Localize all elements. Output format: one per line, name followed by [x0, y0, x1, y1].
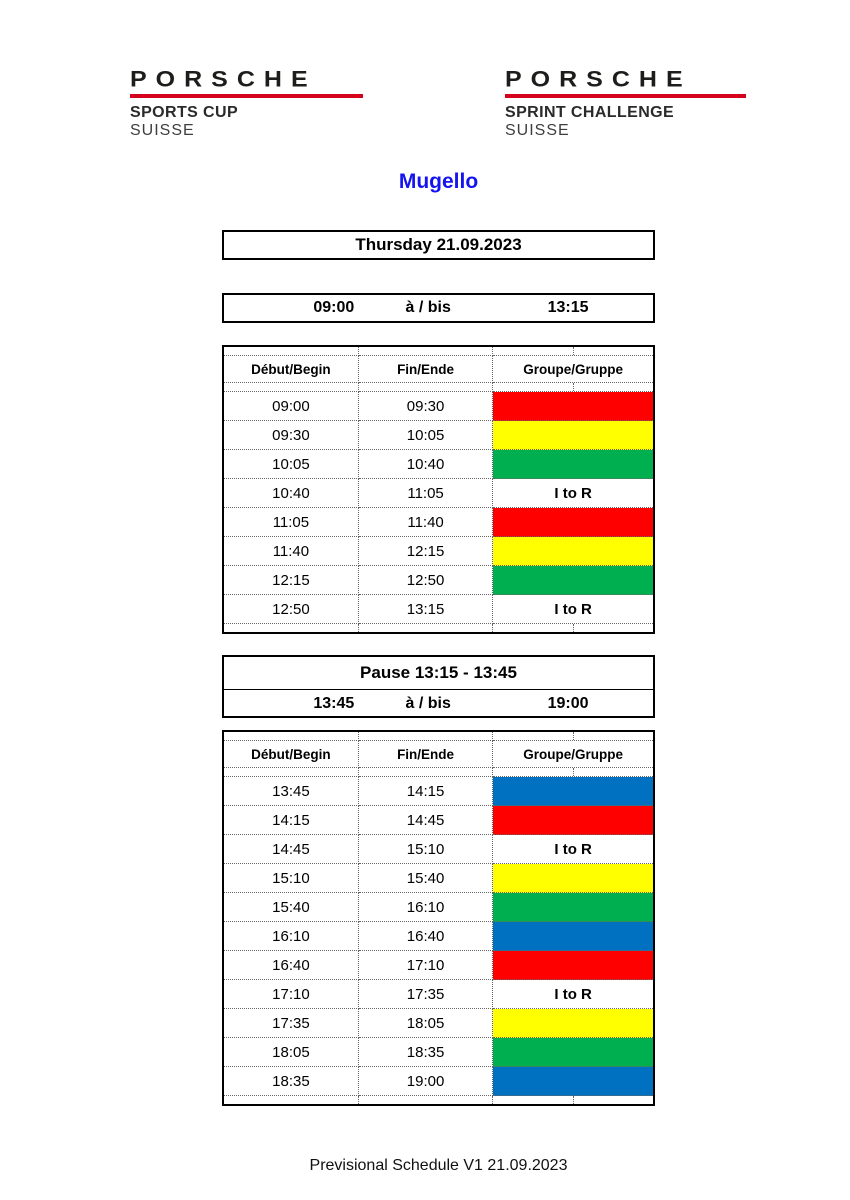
begin-cell: 12:15 — [223, 566, 358, 595]
begin-cell: 15:40 — [223, 893, 358, 922]
group-cell-color-bar — [493, 806, 654, 835]
spacer-cell — [358, 383, 492, 392]
end-cell: 10:40 — [358, 450, 492, 479]
spacer-row — [223, 1096, 654, 1106]
spacer-cell — [223, 383, 358, 392]
group-cell-color-bar — [493, 508, 654, 537]
group-cell-color-bar — [493, 450, 654, 479]
end-cell: 18:35 — [358, 1038, 492, 1067]
schedule-row — [223, 450, 654, 479]
spacer-cell — [493, 768, 654, 777]
session1-separator: à / bis — [405, 299, 451, 316]
begin-cell: 14:45 — [223, 835, 358, 864]
session2-table — [222, 730, 655, 1106]
session1-time-range-box — [222, 293, 655, 323]
spacer-row — [223, 768, 654, 777]
spacer-cell — [358, 1096, 492, 1106]
end-cell: 13:15 — [358, 595, 492, 624]
session2-start-time: 13:45 — [313, 695, 355, 712]
end-cell: 17:10 — [358, 951, 492, 980]
group-cell-color-bar — [493, 893, 654, 922]
begin-cell: 09:00 — [223, 392, 358, 421]
logo-series-label: SPORTS CUP — [130, 104, 239, 121]
spacer-row — [223, 624, 654, 634]
begin-cell: 17:10 — [223, 980, 358, 1009]
col-header-begin: Début/Begin — [223, 741, 358, 768]
spacer-cell — [223, 731, 358, 741]
end-cell: 14:15 — [358, 777, 492, 806]
spacer-cell — [493, 1096, 654, 1106]
begin-cell: 13:45 — [223, 777, 358, 806]
col-header-group: Groupe/Gruppe — [493, 356, 654, 383]
group-cell-color-bar — [493, 421, 654, 450]
spacer-cell — [493, 346, 654, 356]
end-cell: 16:40 — [358, 922, 492, 951]
group-cell-color-bar — [493, 777, 654, 806]
porsche-wordmark: PORSCHE — [130, 67, 317, 92]
schedule-row — [223, 922, 654, 951]
schedule-row — [223, 595, 654, 624]
spacer-cell — [358, 768, 492, 777]
schedule-row — [223, 1067, 654, 1096]
spacer-cell — [223, 346, 358, 356]
group-cell-color-bar — [493, 1038, 654, 1067]
header-row — [223, 356, 654, 383]
logo-red-underline — [505, 94, 746, 98]
spacer-row — [223, 346, 654, 356]
porsche-sprint-challenge-logo — [505, 67, 746, 139]
session2-end-time: 19:00 — [547, 695, 589, 712]
session1-table — [222, 345, 655, 634]
group-cell-color-bar — [493, 922, 654, 951]
begin-cell: 14:15 — [223, 806, 358, 835]
page-title: Mugello — [398, 170, 479, 193]
group-cell-color-bar — [493, 864, 654, 893]
end-cell: 11:05 — [358, 479, 492, 508]
spacer-cell — [358, 346, 492, 356]
begin-cell: 09:30 — [223, 421, 358, 450]
schedule-row — [223, 777, 654, 806]
porsche-wordmark: PORSCHE — [505, 67, 692, 92]
group-cell-color-bar — [493, 1009, 654, 1038]
spacer-row — [223, 383, 654, 392]
session1-end-time: 13:15 — [547, 299, 589, 316]
begin-cell: 18:35 — [223, 1067, 358, 1096]
spacer-cell — [223, 1096, 358, 1106]
end-cell: 16:10 — [358, 893, 492, 922]
schedule-row — [223, 835, 654, 864]
spacer-row — [223, 731, 654, 741]
begin-cell: 16:10 — [223, 922, 358, 951]
schedule-row — [223, 392, 654, 421]
end-cell: 10:05 — [358, 421, 492, 450]
begin-cell: 12:50 — [223, 595, 358, 624]
schedule-row — [223, 1009, 654, 1038]
begin-cell: 10:05 — [223, 450, 358, 479]
end-cell: 18:05 — [358, 1009, 492, 1038]
logo-region-label: SUISSE — [130, 122, 195, 139]
schedule-row — [223, 864, 654, 893]
group-cell-color-bar — [493, 392, 654, 421]
page-footer: Previsional Schedule V1 21.09.2023 — [309, 1157, 568, 1174]
end-cell: 12:15 — [358, 537, 492, 566]
end-cell: 11:40 — [358, 508, 492, 537]
spacer-cell — [223, 624, 358, 634]
group-cell-color-bar — [493, 951, 654, 980]
session2-time-range — [224, 690, 653, 717]
spacer-cell — [493, 383, 654, 392]
spacer-cell — [358, 731, 492, 741]
schedule-row — [223, 980, 654, 1009]
col-header-end: Fin/Ende — [358, 356, 492, 383]
begin-cell: 10:40 — [223, 479, 358, 508]
col-header-end: Fin/Ende — [358, 741, 492, 768]
group-cell-color-bar — [493, 1067, 654, 1096]
logo-series-label: SPRINT CHALLENGE — [505, 104, 675, 121]
pause-box — [222, 655, 655, 718]
group-cell-label: I to R — [493, 980, 654, 1009]
begin-cell: 11:40 — [223, 537, 358, 566]
group-cell-label: I to R — [493, 835, 654, 864]
spacer-cell — [493, 731, 654, 741]
col-header-begin: Début/Begin — [223, 356, 358, 383]
schedule-row — [223, 951, 654, 980]
schedule-row — [223, 479, 654, 508]
schedule-row — [223, 1038, 654, 1067]
group-cell-label: I to R — [493, 479, 654, 508]
header-row — [223, 741, 654, 768]
begin-cell: 16:40 — [223, 951, 358, 980]
group-cell-color-bar — [493, 566, 654, 595]
begin-cell: 17:35 — [223, 1009, 358, 1038]
spacer-cell — [358, 624, 492, 634]
schedule-row — [223, 806, 654, 835]
spacer-cell — [223, 768, 358, 777]
spacer-cell — [493, 624, 654, 634]
end-cell: 12:50 — [358, 566, 492, 595]
begin-cell: 15:10 — [223, 864, 358, 893]
session2-separator: à / bis — [405, 695, 451, 712]
logo-red-underline — [130, 94, 363, 98]
schedule-row — [223, 421, 654, 450]
end-cell: 15:40 — [358, 864, 492, 893]
group-cell-label: I to R — [493, 595, 654, 624]
col-header-group: Groupe/Gruppe — [493, 741, 654, 768]
porsche-sports-cup-logo — [130, 67, 363, 139]
schedule-row — [223, 537, 654, 566]
schedule-row — [223, 893, 654, 922]
pause-label: Pause 13:15 - 13:45 — [224, 657, 653, 690]
group-cell-color-bar — [493, 537, 654, 566]
begin-cell: 18:05 — [223, 1038, 358, 1067]
end-cell: 09:30 — [358, 392, 492, 421]
day-header-box: Thursday 21.09.2023 — [222, 230, 655, 260]
end-cell: 14:45 — [358, 806, 492, 835]
end-cell: 17:35 — [358, 980, 492, 1009]
schedule-row — [223, 566, 654, 595]
logo-region-label: SUISSE — [505, 122, 570, 139]
end-cell: 19:00 — [358, 1067, 492, 1096]
session1-start-time: 09:00 — [313, 299, 355, 316]
begin-cell: 11:05 — [223, 508, 358, 537]
schedule-row — [223, 508, 654, 537]
end-cell: 15:10 — [358, 835, 492, 864]
